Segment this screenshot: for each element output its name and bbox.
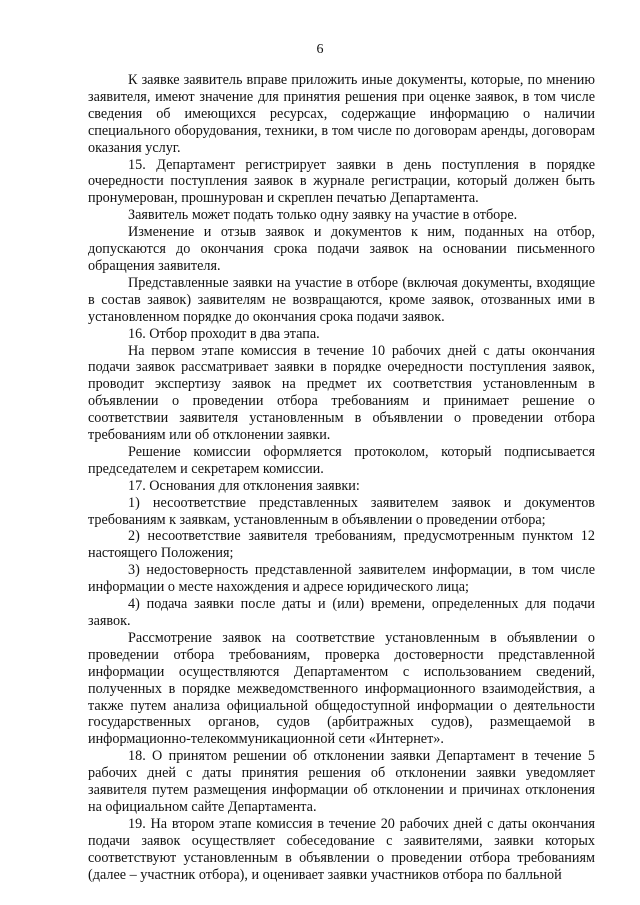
paragraph: 15. Департамент регистрирует заявки в день поступления в порядке очередности поступления заявок в журнале регистрации, который должен быть пронумерован, прошнурован и скреплен печатью Департамента.: [88, 156, 595, 207]
list-item: 1) несоответствие представленных заявителем заявок и документов требованиям к заявкам, установленным в объявлении о проведении отбора;: [88, 494, 595, 528]
paragraph: Представленные заявки на участие в отборе (включая документы, входящие в состав заявок) заявителям не возвращаются, кроме заявок, отозванных ими в установленном порядке до окончания срока подачи заявок.: [88, 274, 595, 325]
paragraph: К заявке заявитель вправе приложить иные документы, которые, по мнению заявителя, имеют значение для принятия решения при оценке заявок, в том числе сведения об имеющихся ресурсах, содержащие информацию о наличии специального оборудования, техники, в том числе по договорам аренды, договорам оказания услуг.: [88, 72, 595, 156]
paragraph: Изменение и отзыв заявок и документов к ним, поданных на отбор, допускаются до окончания срока подачи заявок на основании письменного обращения заявителя.: [88, 224, 595, 274]
list-item: 3) недостоверность представленной заявителем информации, в том числе информации о месте нахождения и адресе юридического лица;: [88, 562, 595, 596]
document-body: [88, 72, 595, 884]
paragraph: 18. О принятом решении об отклонении заявки Департамент в течение 5 рабочих дней с даты принятия решения об отклонении заявки уведомляет заявителя путем размещения информации об отклонении и причинах отклонения на официальном сайте Департамента.: [88, 748, 595, 815]
paragraph: 19. На втором этапе комиссия в течение 20 рабочих дней с даты окончания подачи заявок осуществляет собеседование с заявителями, заявки которых соответствуют установленным в объявлении о проведении отбора требованиям (далее – участник отбора), и оценивает заявки участников отбора по балльной: [88, 815, 595, 883]
paragraph: 16. Отбор проходит в два этапа.: [128, 325, 320, 342]
paragraph: Заявитель может подать только одну заявку на участие в отборе.: [128, 207, 518, 224]
list-item: 4) подача заявки после даты и (или) времени, определенных для подачи заявок.: [88, 596, 595, 629]
page-number: 6: [316, 42, 324, 57]
paragraph: 17. Основания для отклонения заявки:: [128, 477, 360, 494]
list-item: 2) несоответствие заявителя требованиям, предусмотренным пунктом 12 настоящего Положения;: [88, 528, 595, 562]
paragraph: Решение комиссии оформляется протоколом, который подписывается председателем и секретарем комиссии.: [88, 443, 595, 477]
paragraph: Рассмотрение заявок на соответствие установленным в объявлении о проведении отбора требованиям, проверка достоверности представленной информации осуществляются Департаментом с использованием сведений, полученных в порядке межведомственного информационного взаимодействия, а также путем анализа официальной общедоступной информации о деятельности государственных органов, судов (арбитражных судов), размещаемой в информационно-телекоммуникационной сети «Интернет».: [88, 629, 595, 748]
paragraph: На первом этапе комиссия в течение 10 рабочих дней с даты окончания подачи заявок рассматривает заявки в порядке очередности поступления заявок, проводит экспертизу заявок на предмет их соответствия установленным в объявлении о проведении отбора требованиям и принимает решение о соответствии заявителя установленным в объявлении о проведении отбора требованиям или об отклонении заявки.: [88, 342, 595, 444]
